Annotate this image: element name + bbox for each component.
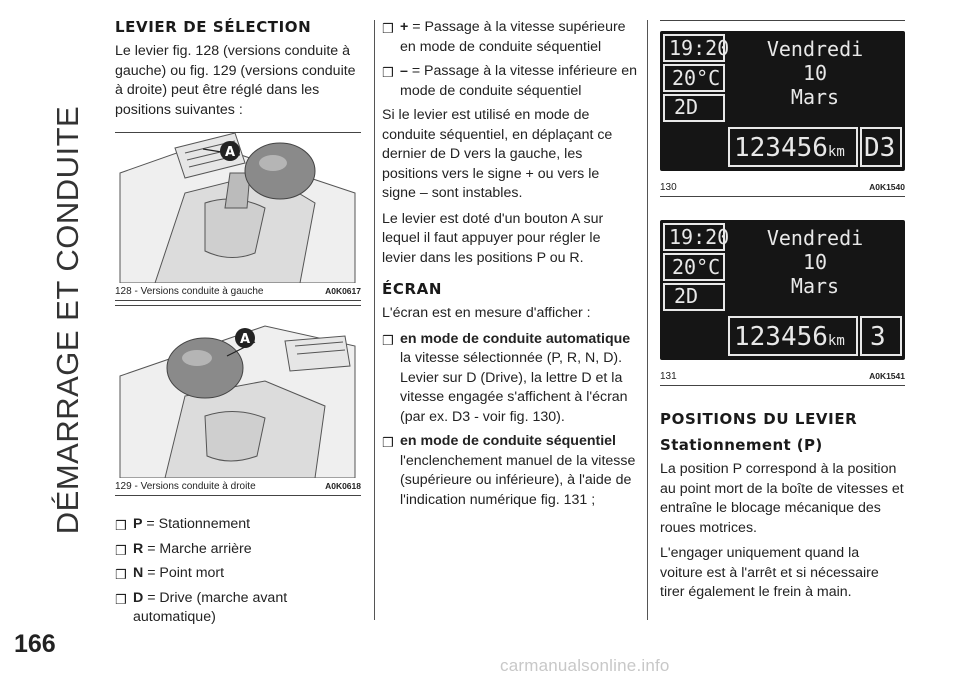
- page-number: 166: [14, 630, 56, 658]
- side-section-title: DÉMARRAGE ET CONDUITE: [50, 105, 86, 535]
- column-divider: [647, 20, 648, 620]
- list-item: ❒ + = Passage à la vitesse supérieure en mode de conduite séquentiel: [382, 19, 626, 55]
- callout-label: A: [224, 145, 236, 160]
- gear-small: 2: [674, 284, 687, 308]
- figure-code: A0K0618: [325, 481, 361, 491]
- column-2: [382, 18, 637, 515]
- figure-130: [660, 20, 905, 197]
- section-heading: POSITIONS DU LEVIER: [660, 410, 858, 428]
- paragraph: L'engager uniquement quand la voiture est à l'arrêt et si nécessaire tirer également le frein à main.: [660, 545, 879, 600]
- figure-caption: 130: [660, 182, 677, 193]
- instrument-display: [660, 220, 905, 360]
- figure-131: [660, 210, 905, 386]
- callout-label: A: [239, 332, 251, 347]
- column-1: [115, 18, 365, 126]
- gear-lever-illustration-rhd: [115, 306, 361, 478]
- watermark: carmanualsonline.info: [500, 656, 670, 675]
- subsection-heading: Stationnement (P): [660, 436, 823, 454]
- list-item: ❒ N = Point mort: [115, 565, 225, 582]
- temperature-readout: 20°C: [672, 255, 721, 279]
- odometer-readout: 123456: [734, 133, 828, 163]
- figure-code: A0K0617: [325, 286, 361, 296]
- column-divider: [374, 20, 375, 620]
- paragraph: Le levier est doté d'un bouton A sur lequel il faut appuyer pour régler le levier dans les positions P ou R.: [382, 210, 604, 266]
- figure-caption: 129 - Versions conduite à droite: [115, 481, 256, 492]
- date-readout: Vendredi 10 Mars: [766, 226, 864, 298]
- gear-readout: 3: [870, 322, 886, 352]
- list-item: ❒ en mode de conduite séquentiel l'enclenchement manuel de la vitesse (supérieure ou inférieure), à l'aide de l'indication numérique fig. 131 ;: [382, 433, 636, 508]
- list-item: ❒ D = Drive (marche avant automatique): [115, 589, 288, 625]
- figure-128: [115, 132, 361, 301]
- list-item: ❒ P = Stationnement: [115, 516, 251, 533]
- paragraph: L'écran est en mesure d'afficher :: [382, 305, 591, 321]
- date-readout: Vendredi 10 Mars: [766, 37, 864, 109]
- instrument-display: [660, 31, 905, 171]
- list-item: ❒ – = Passage à la vitesse inférieure en mode de conduite séquentiel: [382, 63, 637, 99]
- figure-caption: 128 - Versions conduite à gauche: [115, 286, 264, 297]
- odometer-readout: 123456: [734, 322, 828, 352]
- list-item: ❒ R = Marche arrière: [115, 540, 252, 558]
- temperature-readout: 20°C: [672, 66, 721, 90]
- list-item: ❒ en mode de conduite automatique la vitesse sélectionnée (P, R, N, D). Levier sur D (Drive), la lettre D et la vitesse engagée s'affichent à l'écran (par ex. D3 - voir fig. 130).: [382, 330, 631, 425]
- paragraph: Si le levier est utilisé en mode de conduite séquentiel, en déplaçant ce dernier de D vers la gauche, les positions vers le signe + ou vers le signe – sont instables.: [382, 107, 613, 201]
- odometer-unit: km: [827, 333, 845, 349]
- figure-code: A0K1540: [869, 182, 905, 192]
- odometer-unit: km: [827, 144, 845, 160]
- clock-readout: 19:20: [669, 225, 730, 249]
- section-heading: ÉCRAN: [382, 280, 442, 298]
- clock-readout: 19:20: [669, 36, 730, 60]
- gear-lever-illustration-lhd: [115, 133, 361, 283]
- lever-positions-list: [115, 515, 365, 633]
- column-3-text: [660, 410, 905, 609]
- gear-readout: D3: [864, 133, 896, 163]
- paragraph: La position P correspond à la position au point mort de la boîte de vitesses et entraîne le blocage mécanique des roues motrices.: [660, 461, 904, 536]
- figure-code: A0K1541: [869, 371, 905, 381]
- gear-letter: D: [686, 284, 699, 308]
- section-heading: LEVIER DE SÉLECTION: [115, 18, 312, 36]
- intro-text: Le levier fig. 128 (versions conduite à gauche) ou fig. 129 (versions conduite à droite) peut être réglé dans les positions suivantes :: [115, 43, 356, 118]
- gear-letter: D: [686, 95, 699, 119]
- figure-caption: 131: [660, 371, 677, 382]
- gear-small: 2: [674, 95, 687, 119]
- figure-129: [115, 305, 361, 496]
